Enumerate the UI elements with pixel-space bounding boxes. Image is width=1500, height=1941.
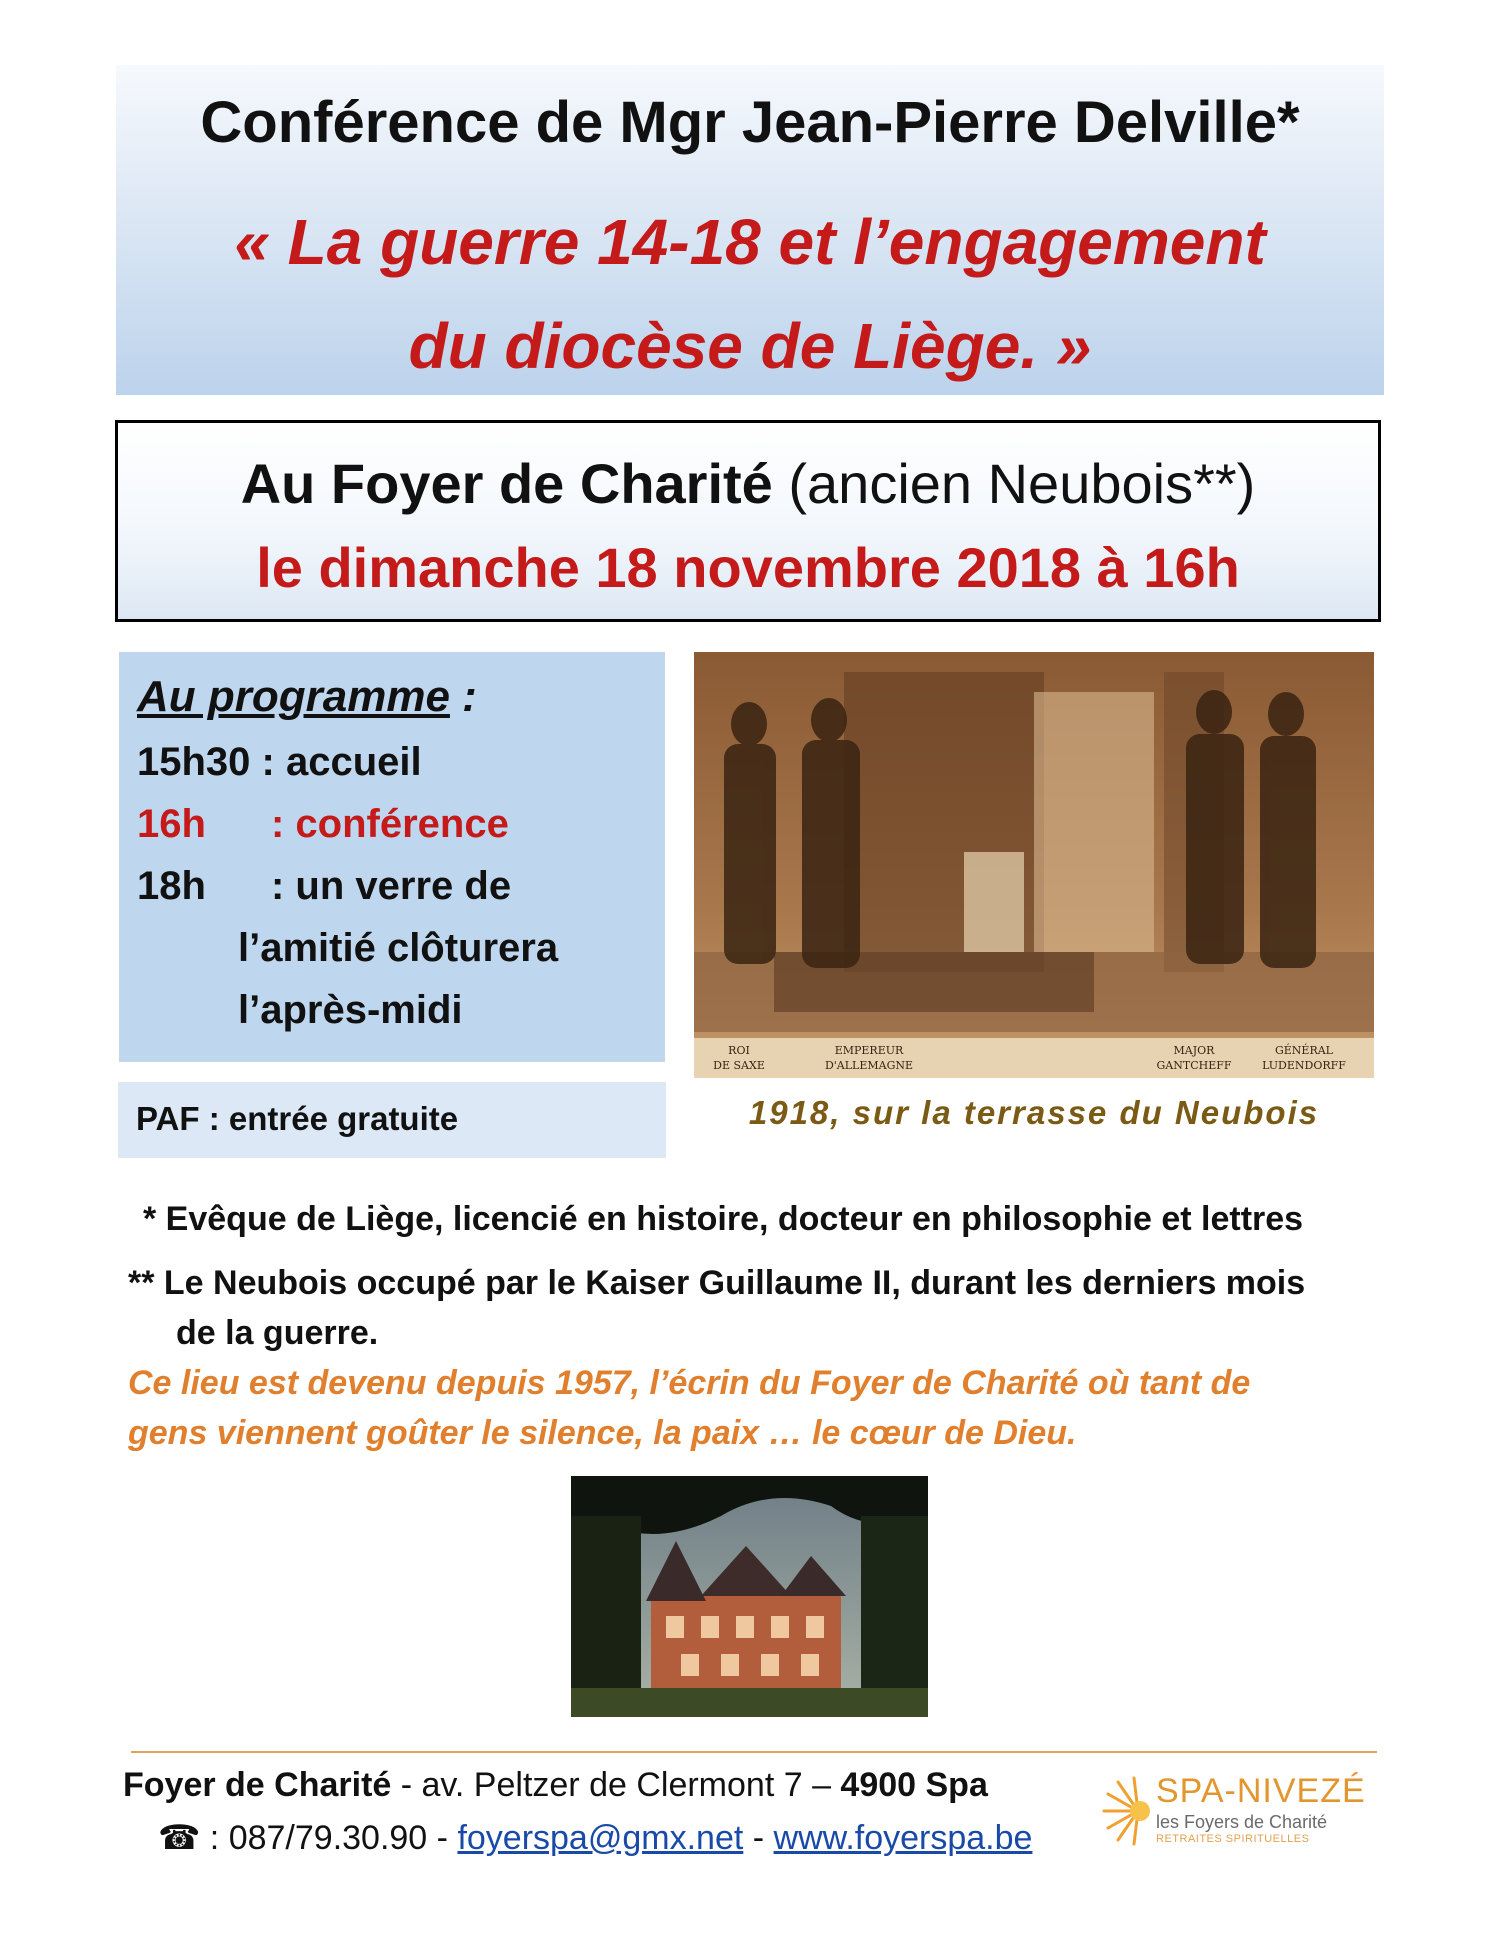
- venue-place-name: Au Foyer de Charité: [240, 452, 773, 515]
- website-link[interactable]: www.foyerspa.be: [773, 1819, 1033, 1857]
- programme-text: : un verre de: [271, 864, 512, 908]
- header-banner: [116, 65, 1384, 395]
- footer-contact: [158, 1818, 1032, 1858]
- footer-phone: : 087/79.30.90 -: [200, 1819, 458, 1857]
- programme-heading-label: Au programme: [137, 672, 450, 721]
- photo-label-line2: GANTCHEFF: [1156, 1059, 1232, 1072]
- venue-box: [115, 420, 1381, 622]
- programme-text: : conférence: [271, 802, 509, 846]
- programme-item: [137, 740, 422, 785]
- venue-place: [118, 451, 1378, 516]
- subtitle-line-1: « La guerre 14-18 et l’engagement: [234, 206, 1266, 278]
- sun-icon: [1098, 1776, 1154, 1846]
- footer-divider: [131, 1751, 1377, 1753]
- orange-note-line-1: Ce lieu est devenu depuis 1957, l’écrin du Foyer de Charité où tant de: [128, 1364, 1251, 1402]
- email-link[interactable]: foyerspa@gmx.net: [457, 1819, 744, 1857]
- programme-item: [137, 802, 509, 847]
- venue-place-note: (ancien Neubois**): [788, 452, 1256, 515]
- programme-continuation: l’après-midi: [238, 988, 463, 1032]
- programme-continuation: l’amitié clôturera: [238, 926, 559, 970]
- chateau-photo: [571, 1476, 928, 1717]
- footer-separator: -: [743, 1819, 774, 1857]
- conference-title: Conférence de Mgr Jean-Pierre Delville*: [200, 90, 1300, 155]
- logo-tagline: les Foyers de Charité: [1156, 1812, 1328, 1832]
- footer-street: - av. Peltzer de Clermont 7 –: [391, 1766, 841, 1804]
- programme-heading: [137, 672, 477, 722]
- historical-photo: [694, 652, 1374, 1078]
- programme-box: [119, 652, 665, 1062]
- footnote-1: * Evêque de Liège, licencié en histoire, docteur en philosophie et lettres: [143, 1200, 1304, 1238]
- photo-caption: 1918, sur la terrasse du Neubois: [748, 1094, 1320, 1131]
- programme-time: 16h: [137, 802, 206, 846]
- footnote-2-continuation: de la guerre.: [176, 1314, 379, 1352]
- phone-icon: ☎: [158, 1819, 201, 1857]
- photo-label-line1: MAJOR: [1173, 1044, 1215, 1057]
- spa-niveze-logo: [1098, 1770, 1378, 1850]
- logo-name: SPA-NIVEZÉ: [1156, 1772, 1366, 1810]
- conference-subtitle: [116, 190, 1384, 398]
- orange-note-line-2: gens viennent goûter le silence, la paix … le cœur de Dieu.: [128, 1414, 1077, 1452]
- footer-address: [123, 1766, 988, 1805]
- logo-subtagline: RETRAITES SPIRITUELLES: [1156, 1833, 1310, 1845]
- footer-city: 4900 Spa: [840, 1766, 988, 1804]
- photo-label-line2: LUDENDORFF: [1262, 1059, 1346, 1072]
- photo-label-line1: EMPEREUR: [834, 1044, 904, 1057]
- subtitle-line-2: du diocèse de Liège. »: [408, 310, 1092, 382]
- programme-time: 15h30: [137, 740, 251, 784]
- venue-datetime: le dimanche 18 novembre 2018 à 16h: [256, 536, 1240, 599]
- photo-label-line1: ROI: [728, 1044, 750, 1057]
- photo-label-line2: D'ALLEMAGNE: [824, 1059, 914, 1072]
- footer-org: Foyer de Charité: [123, 1766, 392, 1804]
- footnote-2: ** Le Neubois occupé par le Kaiser Guillaume II, durant les derniers mois: [128, 1264, 1306, 1302]
- photo-label-line2: DE SAXE: [713, 1059, 765, 1072]
- paf-text: PAF : entrée gratuite: [136, 1100, 459, 1137]
- programme-time: 18h: [137, 864, 206, 908]
- paf-box: [118, 1082, 666, 1158]
- photo-label-line1: GÉNÉRAL: [1274, 1044, 1334, 1057]
- programme-item: [137, 864, 511, 909]
- programme-text: : accueil: [261, 740, 422, 784]
- programme-heading-colon: :: [449, 672, 477, 721]
